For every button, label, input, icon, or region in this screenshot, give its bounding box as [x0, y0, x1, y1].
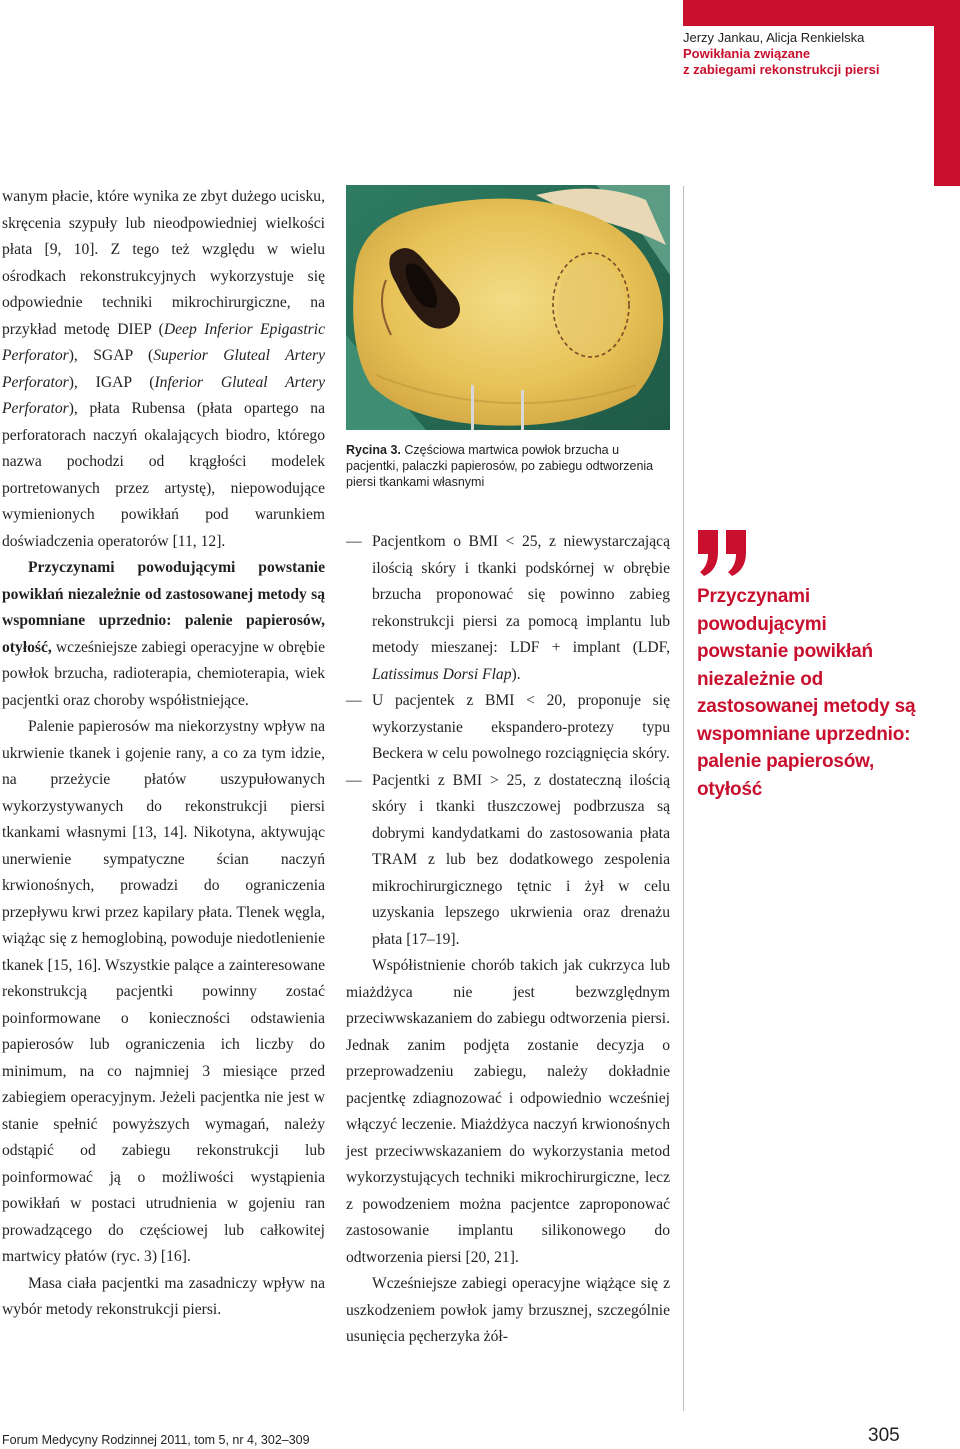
pull-quote: Przyczynami powodującymi powstanie powikłań niezależnie od zastosowanej metody są wspomniane uprzednio: palenie papierosów, otyłość [697, 586, 916, 800]
figure-caption [346, 442, 670, 490]
running-header [683, 30, 933, 78]
figure-photo [346, 185, 670, 430]
italic-term: Superior Gluteal Artery Perforator [2, 347, 325, 391]
paragraph-causes [2, 555, 325, 714]
surgical-photo-illustration [346, 185, 670, 430]
text-run: ), płata Rubensa (płata opartego na perforatorach naczyń okalających biodro, którego nazwa pochodzi od krągłości modelek portretowanych przez artystę), niepowodujące wymienionych powikłań pod warunkiem doświadczenia operatorów [11, 12]. [2, 400, 325, 550]
column-divider [683, 186, 684, 1411]
italic-term: Deep Inferior Epigastric Perforator [2, 320, 325, 364]
text-run: wanym płacie, które wynika ze zbyt dużego ucisku, skręcenia szypuły lub nieodpowiedniej wielkości płata [9, 10]. Z tego też względu w wielu ośrodkach rekonstrukcyjnych wykorzystuje się odpowiednie techniki mikrochirurgiczne, na przykład metodę DIEP ( [2, 188, 325, 338]
figure-label: Rycina 3. [346, 443, 401, 457]
paragraph-body-mass: Masa ciała pacjentki ma zasadniczy wpływ na wybór metody rekonstrukcji piersi. [2, 1274, 325, 1318]
paragraph-previous-surgery: Wcześniejsze zabiegi operacyjne wiążące się z uszkodzeniem powłok jamy brzusznej, szczególnie usunięcia pęcherzyka żół- [346, 1275, 670, 1345]
text-run: wcześniejsze zabiegi operacyjne w obrębie powłok brzucha, radioterapia, chemioterapia, wiek pacjentki oraz choroby współistniejące. [2, 638, 325, 709]
italic-term: Inferior Gluteal Artery Perforator [2, 373, 325, 417]
figure-caption-text: Częściowa martwica powłok brzucha u pacjentki, palaczki papierosów, po zabiegu odtworzenia piersi tkankami własnymi [346, 443, 654, 489]
page-number: 305 [868, 1425, 900, 1446]
paragraph-smoking: Palenie papierosów ma niekorzystny wpływ na ukrwienie tkanek i gojenie rany, a co za tym idzie, na przeżycie płatów uszypułowanych wykorzystywanych do rekonstrukcji piersi tkankami własnymi [13, 14]. Nikotyna, aktywując unerwienie sympatyczne ścian naczyń krwionośnych, prowadzi do ograniczenia przepływu krwi przez kapilary płata. Tlenek węgla, wiążąc się z hemoglobiną, powoduje niedotlenienie tkanek [15, 16]. Wszystkie palące a zainteresowane rekonstrukcją pacjentki powinny zostać poinformowane o konieczności odstawienia papierosów lub ograniczenia ich liczby do minimum, na co najmniej 3 miesiące przed zabiegiem operacyjnym. Jeżeli pacjentka nie jest w stanie spełnić powyższych wymagań, należy odstąpić od zabiegu rekonstrukcji lub poinformować ją o możliwości wystąpienia powikłań w postaci utrudnienia w gojeniu ran prowadzącego do częściowej lub całkowitej martwicy płatów (ryc. 3) [16]. [2, 718, 325, 1265]
list-item-bmi-over-25: — Pacjentki z BMI > 25, z dostateczną ilością skóry i tkanki tłuszczowej podbrzusza są dobrymi kandydatkami do zastosowania płata TRAM z lub bez dodatkowego zespolenia mikrochirurgicznego tętnic i żył w celu uzyskania lepszego ukrwienia oraz drenażu płata [17–19]. [346, 768, 670, 954]
text-run: ), SGAP ( [68, 347, 154, 364]
header-color-bar [683, 0, 960, 26]
text-run: ), IGAP ( [68, 373, 155, 391]
left-text-column [2, 184, 325, 1324]
bold-lead: Przyczynami powodującymi powstanie powikłań niezależnie od zastosowanej metody są wspomniane uprzednio: palenie papierosów, otyłość, [2, 559, 325, 656]
side-color-bar [934, 26, 960, 186]
list-item-bmi-under-25 [346, 529, 670, 688]
text-run: Pacjentkom o BMI < 25, z niewystarczającą ilością skóry i tkanki podskórnej w obrębie brzucha proponować się powinno zabieg rekonstrukcji piersi za pomocą implantu lub metody mieszanej: LDF + implant (LDF, [372, 533, 670, 656]
header-title-line-2: z zabiegami rekonstrukcji piersi [683, 62, 880, 77]
middle-text-column [346, 529, 670, 1351]
text-run: ). [511, 665, 521, 683]
list-item-bmi-under-20: — U pacjentek z BMI < 20, proponuje się wykorzystanie ekspandero-protezy typu Beckera w celu powolnego rozciągnięcia skóry. [346, 688, 670, 768]
journal-citation: Forum Medycyny Rodzinnej 2011, tom 5, nr 4, 302–309 [2, 1433, 310, 1447]
paragraph-microsurgery [2, 184, 325, 555]
header-title-line-1: Powikłania związane [683, 46, 811, 61]
header-authors: Jerzy Jankau, Alicja Renkielska [683, 30, 865, 45]
italic-term: Latissimus Dorsi Flap [372, 665, 512, 683]
paragraph-comorbidities: Współistnienie chorób takich jak cukrzyca lub miażdżyca nie jest bezwzględnym przeciwwskazaniem do zabiegu odtworzenia piersi. Jednak zanim podjęta zostanie decyzja o przeprowadzeniu zabiegu, należy dokładnie pacjentkę zdiagnozować i odpowiednio wcześniej włączyć leczenie. Miażdżyca naczyń krwionośnych jest przeciwwskazaniem do wykorzystania metod wykorzystujących techniki mikrochirurgiczne, lecz z powodzeniem można pacjentce zaproponować zastosowanie implantu silikonowego do odtworzenia piersi [20, 21]. [346, 957, 670, 1266]
quotation-mark-icon [694, 528, 754, 578]
